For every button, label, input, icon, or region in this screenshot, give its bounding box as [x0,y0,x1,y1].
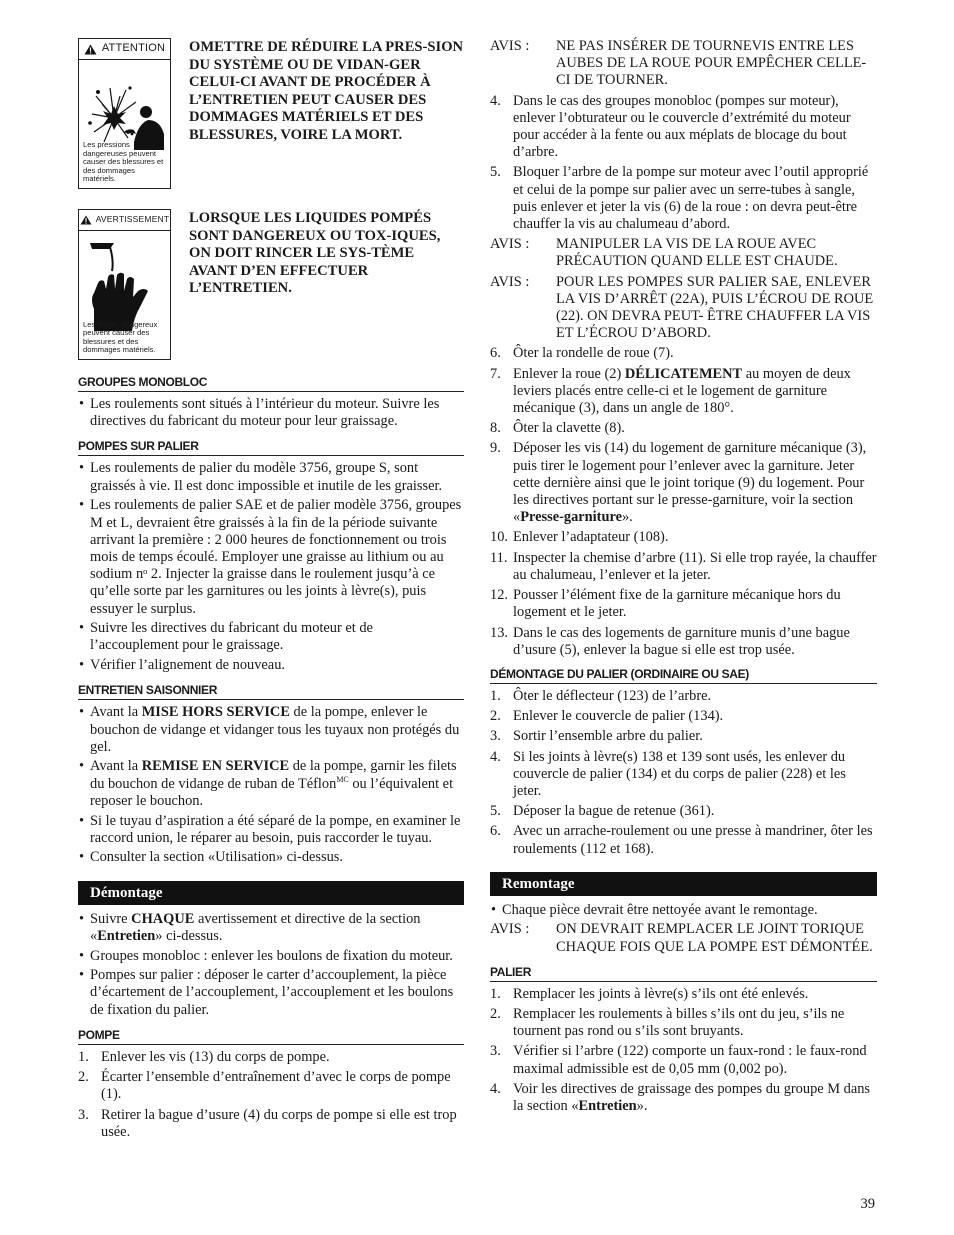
list-item: • Chaque pièce devrait être nettoyée avant le remontage. [490,902,877,919]
pompes-sur-palier-list [78,460,464,674]
text-segment: Déposer la bague de retenue (361). [513,803,715,820]
step-text [513,529,877,546]
avis-text: NE PAS INSÉRER DE TOURNEVIS ENTRE LES AUBES DE LA ROUE POUR EMPÊCHER CELLE-CI DE TOURNER. [556,38,867,89]
numbered-step [490,625,877,659]
text-segment: Ôter la clavette (8). [513,420,625,437]
text-segment: Consulter la section «Utilisation» ci-dessus. [90,849,344,866]
attention-label-box [78,38,171,189]
numbered-step [490,728,877,745]
text-segment: au moyen de deux leviers placés entre celle-ci et le logement de garniture mécanique (3), dans un angle de 180°. [513,365,851,417]
text-segment: MC [336,774,349,784]
step-text [513,728,877,745]
heading-palier: PALIER [490,964,877,982]
avertissement-header [79,210,170,231]
avis-label: AVIS : [490,38,530,54]
text-segment: Retirer la bague d’usure (4) du corps de pompe si elle est trop usée. [101,1106,457,1140]
text-segment: Suivre les directives du fabricant du moteur et de l’accouplement pour le graissage. [90,620,373,654]
step-text [513,986,877,1003]
warning-attention [78,38,464,189]
avis-label: AVIS : [490,921,530,938]
text-segment: Enlever le couvercle de palier (134). [513,708,724,725]
avertissement-label-box [78,209,171,360]
numbered-step [78,1049,464,1066]
step-number: 1. [490,985,501,1002]
hazardous-fluid-hand-icon [84,239,166,331]
avis-note [490,274,877,343]
step-number: 2. [490,1006,501,1023]
text-segment: de la pompe, enlever le bouchon de vidange et vidanger tous les tuyaux non protégés du gel. [90,704,460,755]
numbered-step [490,420,877,437]
text-segment: Bloquer l’arbre de la pompe sur moteur avec l’outil approprié et celui de la pompe sur palier avec un serre-tubes à sangle, puis enlever et jeter la vis (6) de la roue : on devra peut-être chauffer la vis au chalumeau d’abord. [513,164,869,233]
text-segment: Voir les directives de graissage des pompes du groupe M dans la section « [513,1080,871,1115]
avis-note [490,921,877,955]
step-text [513,1043,877,1077]
text-segment: avertissement et directive de la section « [90,910,421,944]
numbered-step [490,708,877,725]
step-number: 5. [490,164,501,181]
text-segment: Écarter l’ensemble d’entraînement d’avec le corps de pompe (1). [101,1069,451,1103]
avis-text: POUR LES POMPES SUR PALIER SAE, ENLEVER LA VIS D’ARRÊT (22A), PUIS L’ÉCROU DE ROUE (22). ON DEVRA PEUT- ÊTRE CHAUFFER LA VIS ET L’ÉCROU D’ABORD. [556,273,874,342]
text-segment: Ôter la rondelle de roue (7). [513,345,674,362]
numbered-step [490,986,877,1003]
text-segment: Enlever les vis (13) du corps de pompe. [101,1048,330,1065]
text-segment: Sortir l’ensemble arbre du palier. [513,728,703,745]
warning-triangle-icon [80,215,92,225]
step-text [101,1069,464,1103]
step-number: 9. [490,440,501,457]
avis-note [490,236,877,270]
step-text [513,1006,877,1040]
text-segment: Suivre [90,910,132,927]
text-segment: Les roulements de palier du modèle 3756, groupe S, sont graissés à vie. Il est donc impossible et inutile de les graisser. [90,460,443,494]
text-segment: Avec un arrache-roulement ou une presse à mandriner, ôter les roulements (112 et 168). [513,823,873,857]
warning-triangle-icon [84,44,97,55]
step-text [513,93,877,162]
step-text [513,345,877,362]
step-number: 4. [490,748,501,765]
text-segment: Vérifier l’alignement de nouveau. [90,657,285,674]
avertissement-label: AVERTISSEMENT [95,214,170,225]
numbered-step [490,93,877,162]
step-text [513,366,877,418]
list-item [78,967,464,1019]
text-segment: Dans le cas des logements de garniture munis d’une bague d’usure (5), enlever la bague si elle est trop usée. [513,624,850,658]
step-number: 1. [78,1048,89,1065]
text-segment: Groupes monobloc : enlever les boulons de fixation du moteur. [90,947,453,964]
text-segment: Pompes sur palier : déposer le carter d’accouplement, la pièce d’écartement de l’accouplement, l’accouplement et les boulons de fixation du palier. [90,967,454,1018]
text-segment: Enlever l’adaptateur (108). [513,529,669,546]
numbered-step [490,587,877,621]
numbered-step [490,529,877,546]
text-segment: ». [621,509,633,526]
text-segment: de la pompe, garnir les filets du bouchon de vidange de ruban de Téflon [90,758,457,792]
step-number: 8. [490,420,501,437]
right-column [490,38,877,1118]
left-column [78,38,464,1144]
step-number: 3. [78,1106,89,1123]
step-number: 4. [490,92,501,109]
text-segment: Presse-garniture [520,509,622,526]
groupes-monobloc-list [78,396,464,430]
text-segment: Remplacer les roulements à billes s’ils ont du jeu, s’ils ne tournent pas rond ou s’ils sont bruyants. [513,1006,845,1040]
text-segment: Déposer les vis (14) du logement de garniture mécanique (3), puis tirer le logement pour l’enlever avec la garniture. Jeter cette dernière ainsi que le joint torique (9) du logement. Pour les directives portant sur le presse-garniture, voir la section « [513,440,867,526]
numbered-step [490,1043,877,1077]
numbered-step [490,1006,877,1040]
heading-entretien-saisonnier: ENTRETIEN SAISONNIER [78,682,464,700]
step-text [101,1049,464,1066]
step-text [513,708,877,725]
text-segment: Dans le cas des groupes monobloc (pompes sur moteur), enlever l’obturateur ou le couvercle d’extrémité du moteur pour accéder à la fente ou aux méplats de blocage du bout d’arbre. [513,92,851,161]
numbered-step [490,164,877,233]
text-segment: Pousser l’élément fixe de la garniture mécanique hors du logement et le jeter. [513,587,841,621]
text-segment: CHAQUE [131,910,195,927]
numbered-step [78,1107,464,1141]
step-number: 6. [490,345,501,362]
step-text [513,440,877,526]
numbered-step [78,1069,464,1103]
numbered-step [490,1081,877,1115]
remontage-list [490,902,877,919]
step-number: 1. [490,687,501,704]
text-segment: Si les joints à lèvre(s) 138 et 139 sont usés, les enlever du couvercle de palier (134) et du corps de palier (228) et les jeter. [513,748,846,799]
heading-groupes-monobloc: GROUPES MONOBLOC [78,374,464,392]
pompe-steps [78,1049,464,1141]
attention-caption: Les pressions dangereuses peuvent causer des blessures et des dommages matériels. [83,140,164,184]
avis-label: AVIS : [490,273,530,290]
step-text [513,1081,877,1115]
step-text [513,625,877,659]
heading-demontage-palier: DÉMONTAGE DU PALIER (ORDINAIRE OU SAE) [490,666,877,684]
step-number: 12. [490,587,508,604]
attention-text: OMETTRE DE RÉDUIRE LA PRES-SION DU SYSTÈME OU DE VIDAN-GER CELUI-CI AVANT DE PROCÉDER À L’ENTRETIEN PEUT CAUSER DES DOMMAGES MATÉRIELS ET DES BLESSURES, VOIRE LA MORT. [189,39,464,143]
attention-label: ATTENTION [101,42,166,55]
avis-text: MANIPULER LA VIS DE LA ROUE AVEC PRÉCAUTION QUAND ELLE EST CHAUDE. [556,236,838,270]
text-segment: Entretien [97,927,156,944]
step-number: 5. [490,803,501,820]
text-segment: Vérifier si l’arbre (122) comporte un faux-rond : le faux-rond maximal admissible est de 0,05 mm (0,002 po). [513,1043,867,1077]
text-segment: Inspecter la chemise d’arbre (11). Si elle trop rayée, la chauffer au chalumeau, l’enlever et la jeter. [513,549,877,583]
demontage-list [78,911,464,1019]
text-segment: Si le tuyau d’aspiration a été séparé de la pompe, en examiner le raccord union, le réparer au besoin, puis raccorder le tuyau. [90,812,461,846]
step-number: 3. [490,728,501,745]
step-number: 4. [490,1080,501,1097]
step-number: 6. [490,823,501,840]
list-item [78,657,464,674]
list-item [78,620,464,654]
step-text [513,749,877,801]
numbered-step [490,440,877,526]
numbered-step [490,345,877,362]
list-item [78,460,464,494]
avertissement-text: LORSQUE LES LIQUIDES POMPÉS SONT DANGEREUX OU TOX-IQUES, ON DOIT RINCER LE SYS-TÈME AVANT D’EN EFFECTUER L’ENTRETIEN. [189,210,441,296]
attention-header [79,39,170,60]
step-number: 2. [490,708,501,725]
list-item [78,849,464,866]
text-segment: ou l’équivalent et reposer le bouchon. [90,775,454,809]
text-segment: MISE HORS SERVICE [141,704,290,721]
text-segment: Avant la [90,704,142,721]
step-number: 11. [490,549,508,566]
numbered-step [490,366,877,418]
text-segment: » ci-dessus. [155,927,223,944]
list-item [78,396,464,430]
text-segment: Avant la [90,758,142,775]
step-text [513,550,877,584]
list-item [78,813,464,847]
step-text [513,164,877,233]
section-bar-demontage: Démontage [78,881,464,905]
avis-label: AVIS : [490,236,530,253]
list-item [78,911,464,945]
heading-pompes-sur-palier: POMPES SUR PALIER [78,438,464,456]
demontage-palier-steps [490,688,877,858]
palier-steps [490,986,877,1115]
text-segment: Remplacer les joints à lèvre(s) s’ils ont été enlevés. [513,985,809,1002]
text-segment: REMISE EN SERVICE [141,758,290,775]
text-segment: ». [636,1098,648,1115]
step-text [513,823,877,857]
text-segment: Ôter le déflecteur (123) de l’arbre. [513,687,712,704]
step-text [101,1107,464,1141]
numbered-step [490,550,877,584]
text-segment: Les roulements sont situés à l’intérieur du moteur. Suivre les directives du fabricant du moteur pour leur graissage. [90,396,440,430]
step-text [513,587,877,621]
warning-avertissement [78,209,464,360]
text-segment: DÉLICATEMENT [624,365,743,382]
step-text [513,688,877,705]
avis-text: ON DEVRAIT REMPLACER LE JOINT TORIQUE CHAQUE FOIS QUE LA POMPE EST DÉMONTÉE. [556,921,873,955]
list-item [78,704,464,756]
step-number: 13. [490,624,508,641]
step-number: 7. [490,365,501,382]
step-number: 10. [490,529,508,546]
avertissement-caption: Les fluides dangereux peuvent causer des blessures et des dommages matériels. [83,319,158,355]
pompe-steps-continued [490,38,877,659]
text-segment: Les roulements de palier SAE et de palier modèle 3756, groupes M et L, devraient être graissés à la fin de la période suivante arrivant la première : 2 000 heures de fonctionnement ou trois mois de temps écoulé. Employer une graisse au lithium ou au sodium nᵒ 2. Injecter la graisse dans le roulement jusqu’à ce qu’elle sorte par les garnitures ou les joints à lèvre(s), puis essuyer le surplus. [90,497,462,617]
step-number: 2. [78,1069,89,1086]
text-segment: Enlever la roue (2) [513,365,625,382]
numbered-step [490,688,877,705]
section-bar-remontage: Remontage [490,872,877,896]
list-item [78,758,464,810]
step-text [513,803,877,820]
numbered-step [490,823,877,857]
heading-pompe: POMPE [78,1027,464,1045]
numbered-step [490,803,877,820]
avis-note [490,38,877,90]
step-text [513,420,877,437]
numbered-step [490,749,877,801]
list-item [78,497,464,617]
page-number: 39 [860,1196,875,1212]
entretien-saisonnier-list [78,704,464,866]
list-item [78,948,464,965]
text-segment: Entretien [578,1098,637,1115]
step-number: 3. [490,1043,501,1060]
